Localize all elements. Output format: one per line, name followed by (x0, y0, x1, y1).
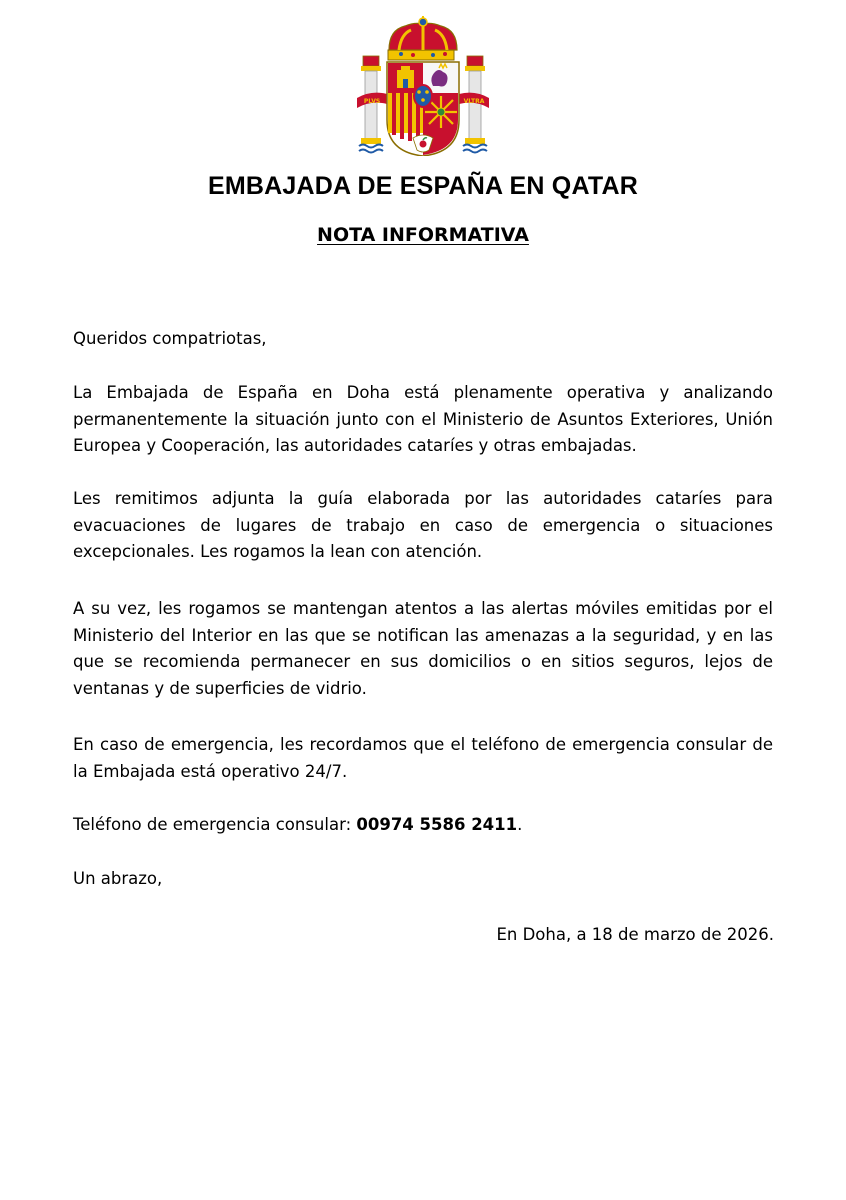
paragraph-evacuation-guide: Les remitimos adjunta la guía elaborada por las autoridades cataríes para evacuaciones de lugares de trabajo en caso de emergencia o situaciones excepcionales. Les rogamos la lean con atención. (73, 489, 773, 561)
paragraph-mobile-alerts: A su vez, les rogamos se mantengan atentos a las alertas móviles emitidas por el Ministerio del Interior en las que se notifican las amenazas a la seguridad, y en las que se recomienda permanecer en sus domicilios o en sitios seguros, lejos de ventanas y de superficies de vidrio. (73, 599, 773, 698)
heraldic-shield-icon (387, 62, 459, 156)
emergency-phone-number: 00974 5586 2411 (356, 815, 518, 834)
ultra-motto: VLTRA (463, 98, 485, 105)
document-subtitle (0, 224, 846, 246)
phone-suffix: . (517, 815, 523, 834)
emergency-phone-line (73, 812, 773, 839)
closing: Un abrazo, (73, 869, 163, 888)
plus-motto: PLVS (363, 98, 381, 105)
paragraph-emergency-reminder: En caso de emergencia, les recordamos que el teléfono de emergencia consular de la Embajada está operativo 24/7. (73, 735, 773, 781)
royal-crown-icon (388, 16, 457, 60)
greeting: Queridos compatriotas, (73, 329, 267, 348)
coat-of-arms-emblem (355, 16, 491, 156)
subtitle-text: NOTA INFORMATIVA (317, 224, 529, 246)
paragraph-operational-status: La Embajada de España en Doha está plenamente operativa y analizando permanentemente la situación junto con el Ministerio de Asuntos Exteriores, Unión Europea y Cooperación, las autoridades cataríes y otras embajadas. (73, 383, 773, 455)
embassy-title: EMBAJADA DE ESPAÑA EN QATAR (208, 172, 638, 200)
date-line: En Doha, a 18 de marzo de 2026. (496, 925, 774, 944)
phone-label: Teléfono de emergencia consular: (73, 815, 357, 834)
